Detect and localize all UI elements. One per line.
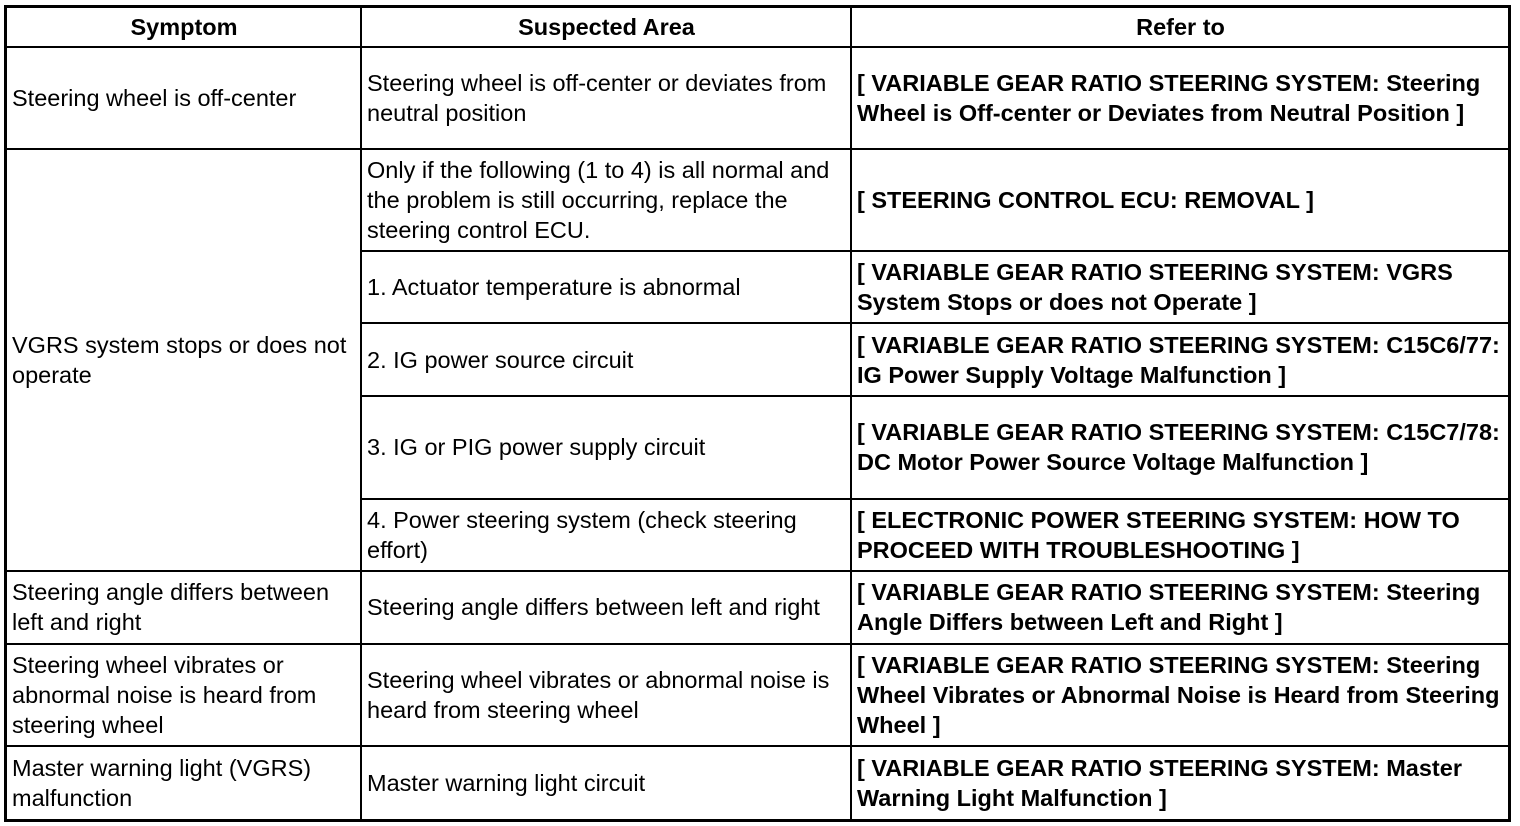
refer-to-link[interactable]: [ VARIABLE GEAR RATIO STEERING SYSTEM: VGRS System Stops or does not Operate ] xyxy=(851,251,1509,323)
suspected-area-cell: Steering wheel vibrates or abnormal noise is heard from steering wheel xyxy=(361,644,851,746)
symptom-cell: Steering wheel is off-center xyxy=(6,47,361,149)
refer-to-link[interactable]: [ VARIABLE GEAR RATIO STEERING SYSTEM: C15C7/78: DC Motor Power Source Voltage Malfunction ] xyxy=(851,396,1509,498)
refer-to-link[interactable]: [ VARIABLE GEAR RATIO STEERING SYSTEM: Steering Wheel Vibrates or Abnormal Noise is Heard from Steering Wheel ] xyxy=(851,644,1509,746)
suspected-area-cell: 3. IG or PIG power supply circuit xyxy=(361,396,851,498)
symptom-cell: Master warning light (VGRS) malfunction xyxy=(6,746,361,820)
symptom-cell: Steering wheel vibrates or abnormal noise is heard from steering wheel xyxy=(6,644,361,746)
header-symptom: Symptom xyxy=(6,7,361,47)
table-row xyxy=(6,746,1509,820)
suspected-area-cell: Steering angle differs between left and right xyxy=(361,571,851,644)
table-row xyxy=(6,47,1509,149)
suspected-area-cell: 2. IG power source circuit xyxy=(361,323,851,396)
table-row xyxy=(6,644,1509,746)
table-row xyxy=(6,149,1509,251)
suspected-area-cell: 1. Actuator temperature is abnormal xyxy=(361,251,851,323)
suspected-area-cell: Master warning light circuit xyxy=(361,746,851,820)
refer-to-link[interactable]: [ VARIABLE GEAR RATIO STEERING SYSTEM: Master Warning Light Malfunction ] xyxy=(851,746,1509,820)
table-header-row xyxy=(6,7,1509,47)
refer-to-link[interactable]: [ VARIABLE GEAR RATIO STEERING SYSTEM: Steering Wheel is Off-center or Deviates from Neutral Position ] xyxy=(851,47,1509,149)
suspected-area-cell: 4. Power steering system (check steering effort) xyxy=(361,499,851,571)
refer-to-link[interactable]: [ VARIABLE GEAR RATIO STEERING SYSTEM: C15C6/77: IG Power Supply Voltage Malfunction ] xyxy=(851,323,1509,396)
table-row xyxy=(6,571,1509,644)
refer-to-link[interactable]: [ STEERING CONTROL ECU: REMOVAL ] xyxy=(851,149,1509,251)
header-refer-to: Refer to xyxy=(851,7,1509,47)
symptom-cell: VGRS system stops or does not operate xyxy=(6,149,361,571)
refer-to-link[interactable]: [ VARIABLE GEAR RATIO STEERING SYSTEM: Steering Angle Differs between Left and Right ] xyxy=(851,571,1509,644)
symptom-cell: Steering angle differs between left and right xyxy=(6,571,361,644)
suspected-area-cell: Steering wheel is off-center or deviates from neutral position xyxy=(361,47,851,149)
troubleshooting-table xyxy=(5,6,1510,821)
suspected-area-cell: Only if the following (1 to 4) is all normal and the problem is still occurring, replace the steering control ECU. xyxy=(361,149,851,251)
header-suspected-area: Suspected Area xyxy=(361,7,851,47)
refer-to-link[interactable]: [ ELECTRONIC POWER STEERING SYSTEM: HOW TO PROCEED WITH TROUBLESHOOTING ] xyxy=(851,499,1509,571)
